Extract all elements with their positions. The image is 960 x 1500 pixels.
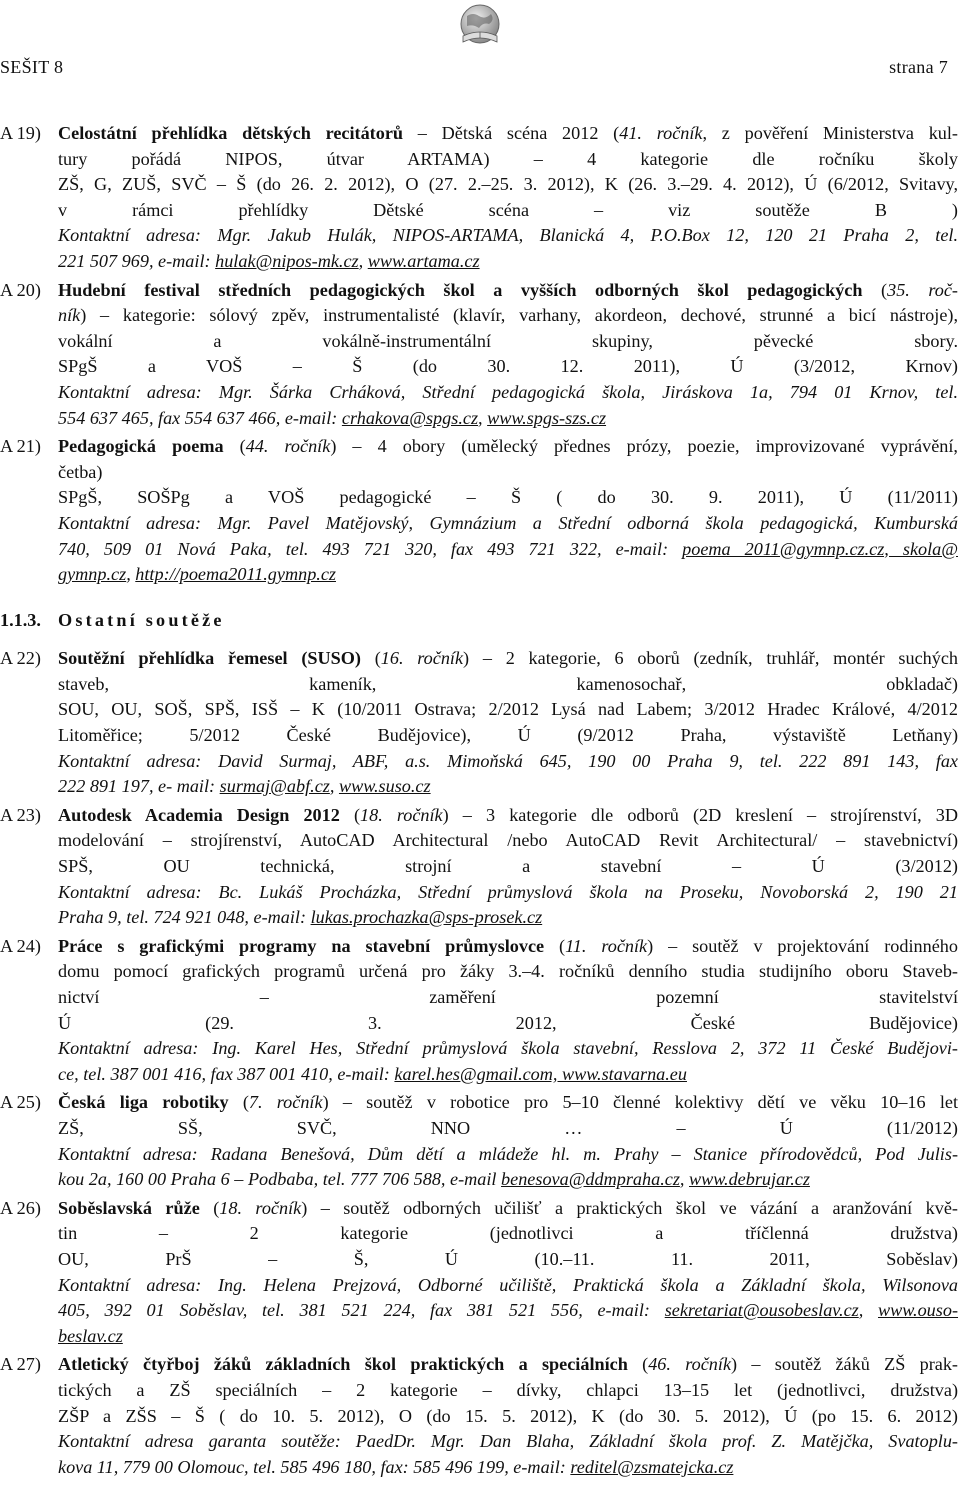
text-line — [58, 121, 958, 147]
text-line — [58, 1167, 958, 1193]
contact-link: www.spgs-szs.cz — [487, 407, 607, 428]
entry-title: Česká liga robotiky — [58, 1092, 229, 1113]
text-line — [58, 646, 958, 672]
text-line — [58, 1324, 958, 1350]
entry-number: A 22) — [0, 648, 41, 669]
text-line — [58, 460, 958, 486]
italic-text: Kontaktní adresa: Bc. Lukáš Procházka, Střední průmyslová škola na Proseku, Novoborská 2, 190 21 — [58, 881, 958, 902]
document-body — [0, 121, 958, 1483]
entry-title: Atletický čtyřboj žáků základních škol praktických a speciálních — [58, 1354, 628, 1375]
text-run: domu pomocí grafických programů určená pro žáky 3.–4. ročníků denního studia studijního oboru Staveb- — [58, 961, 958, 982]
text-line — [58, 1090, 958, 1116]
entry-number: A 25) — [0, 1092, 41, 1113]
contact-link: poema 2011@gymnp.cz.cz, skola@ — [682, 538, 958, 559]
italic-text: , — [858, 1300, 878, 1321]
section-number: 1.1.3. — [0, 609, 41, 630]
text-line — [58, 1011, 958, 1037]
contact-link: www.debrujar.cz — [689, 1169, 810, 1190]
text-line — [58, 303, 958, 329]
text-run: ) – soutěž žáků ZŠ prak- — [731, 1354, 958, 1375]
text-line — [58, 985, 958, 1011]
page-header-right: strana 7 — [889, 57, 948, 77]
text-line — [58, 1429, 958, 1455]
text-run: Ú (29. 3. 2012, České Budějovice) — [58, 1012, 958, 1033]
text-line — [58, 147, 958, 173]
globe-book-logo — [443, 2, 517, 50]
text-line — [58, 803, 958, 829]
italic-text: Kontaktní adresa: Mgr. Jakub Hulák, NIPOS-ARTAMA, Blanická 4, P.O.Box 12, 120 21 Praha 2, tel. — [58, 225, 958, 246]
italic-text: Praha 9, tel. 724 921 048, e-mail: — [58, 907, 311, 928]
text-line — [58, 198, 958, 224]
contact-link: reditel@zsmatejcka.cz — [570, 1456, 734, 1477]
contact-link: benesova@ddmpraha.cz — [501, 1169, 680, 1190]
contact-link: www.ouso- — [878, 1300, 959, 1321]
text-line — [58, 1247, 958, 1273]
text-run: ZŠ, SŠ, SVČ, NNO … – Ú (11/2012) — [58, 1117, 958, 1138]
italic-text: 221 507 969, e-mail: — [58, 250, 216, 271]
italic-text: 41. ročník — [619, 123, 703, 143]
italic-text: Kontaktní adresa: David Surmaj, ABF, a.s. Mimoňská 645, 190 00 Praha 9, tel. 222 891 143, fax — [58, 750, 958, 771]
entry-title: Hudební festival středních pedagogických škol a vyšších odborných škol pedagogických — [58, 279, 863, 300]
entry-title: Celostátní přehlídka dětských recitátorů — [58, 123, 404, 143]
text-line — [58, 934, 958, 960]
text-run: ZŠP a ZŠS – Š ( do 10. 5. 2012), O (do 15. 5. 2012), K (do 30. 5. 2012), Ú (po 15. 6. 2012) — [58, 1405, 958, 1426]
italic-text: 35. roč- — [887, 279, 958, 300]
italic-text: 222 891 197, e- mail: — [58, 776, 220, 797]
text-line — [58, 537, 958, 563]
italic-text: 740, 509 01 Nová Paka, tel. 493 721 320, fax 493 721 322, e-mail: — [58, 538, 683, 559]
entry-number: A 20) — [0, 279, 41, 300]
entry-number: A 27) — [0, 1354, 41, 1375]
text-run: SPgŠ, SOŠPg a VOŠ pedagogické – Š ( do 30. 9. 2011), Ú (11/2011) — [58, 487, 958, 508]
text-line — [58, 278, 958, 304]
text-run: ( — [199, 1197, 220, 1218]
text-line — [58, 562, 958, 588]
competition-entry — [0, 1090, 958, 1192]
text-line — [58, 485, 958, 511]
competition-entry — [0, 803, 958, 931]
text-line — [58, 1116, 958, 1142]
italic-text: , — [478, 407, 488, 428]
section-heading — [0, 608, 958, 634]
text-line — [58, 380, 958, 406]
italic-text: , — [679, 1169, 689, 1190]
text-line — [58, 249, 958, 275]
italic-text: kou 2a, 160 00 Praha 6 – Podbaba, tel. 777 706 588, e-mail — [58, 1169, 502, 1190]
entry-number: A 26) — [0, 1197, 41, 1218]
italic-text: 46. ročník — [648, 1354, 732, 1375]
text-line — [58, 329, 958, 355]
italic-text: Kontaktní adresa garanta soutěže: PaedDr. Mgr. Dan Blaha, Základní škola prof. Z. Matějčka, Svatoplu- — [58, 1431, 958, 1452]
text-line — [58, 774, 958, 800]
text-run: ) – kategorie: sólový zpěv, instrumentalisté (klavír, varhany, akordeon, dechové, strunné a bicí nástroje), — [80, 305, 958, 326]
text-run: ( — [360, 648, 381, 669]
contact-link: beslav.cz — [58, 1325, 123, 1346]
section-title: Ostatní soutěže — [58, 609, 225, 630]
italic-text: 16. ročník — [380, 648, 464, 669]
entry-number: A 23) — [0, 804, 41, 825]
contact-link: hulak@nipos-mk.cz — [215, 250, 359, 271]
entry-number: A 24) — [0, 935, 41, 956]
text-run: , z pověření Ministerstva kul- — [702, 123, 958, 143]
italic-text: ník — [58, 305, 81, 326]
contact-link: www.suso.cz — [338, 776, 431, 797]
text-run: ( — [223, 436, 246, 457]
text-line — [58, 1298, 958, 1324]
entry-title: Práce s grafickými programy na stavební průmyslovce — [58, 935, 545, 956]
text-line — [58, 1273, 958, 1299]
contact-link: crhakova@spgs.cz — [341, 407, 479, 428]
italic-text: 554 637 465, fax 554 637 466, e-mail: — [58, 407, 342, 428]
text-run: OU, PrŠ – Š, Ú (10.–11. 11. 2011, Soběslav) — [58, 1248, 958, 1269]
text-run: ( — [339, 804, 360, 825]
competition-entry — [0, 1352, 958, 1480]
italic-text: , — [126, 564, 136, 585]
italic-text: 7. ročník — [248, 1092, 323, 1113]
italic-text: ce, tel. 387 001 416, fax 387 001 410, e-mail: — [58, 1063, 395, 1084]
text-run: četba) — [58, 461, 103, 482]
text-line — [58, 434, 958, 460]
italic-text: , — [358, 250, 368, 271]
text-line — [58, 828, 958, 854]
text-run: ) – soutěž odborných učilišť a praktických škol ve vázání a aranžování kvě- — [301, 1197, 958, 1218]
text-line — [58, 1404, 958, 1430]
italic-text: 11. ročník — [565, 935, 648, 956]
text-run: tury pořádá NIPOS, útvar ARTAMA) – 4 kategorie dle ročníku školy — [58, 148, 958, 169]
text-line — [58, 959, 958, 985]
text-line — [58, 723, 958, 749]
text-run: Litoměřice; 5/2012 České Budějovice), Ú (9/2012 Praha, výstaviště Letňany) — [58, 725, 958, 746]
text-run: ( — [544, 935, 566, 956]
text-line — [58, 1142, 958, 1168]
contact-link: sekretariat@ousobeslav.cz — [664, 1300, 859, 1321]
contact-link: karel.hes@gmail.com, www.stavarna.eu — [394, 1063, 687, 1084]
text-line — [58, 697, 958, 723]
text-line — [58, 406, 958, 432]
italic-text: Kontaktní adresa: Mgr. Pavel Matějovský, Gymnázium a Střední odborná škola pedagogická, Kumburská — [58, 512, 958, 533]
text-line — [58, 1221, 958, 1247]
competition-entry — [0, 434, 958, 588]
competition-entry — [0, 1196, 958, 1350]
text-line — [58, 1036, 958, 1062]
text-line — [58, 880, 958, 906]
competition-entry — [0, 278, 958, 432]
italic-text: kova 11, 779 00 Olomouc, tel. 585 496 180, fax: 585 496 199, e-mail: — [58, 1456, 571, 1477]
text-line — [58, 354, 958, 380]
entry-number: A 21) — [0, 436, 41, 457]
page-header-left: SEŠIT 8 — [0, 57, 64, 77]
competition-entry — [0, 646, 958, 800]
text-run: nictví – zaměření pozemní stavitelství — [58, 987, 958, 1007]
text-run: ( — [862, 279, 888, 300]
italic-text: Kontaktní adresa: Ing. Helena Prejzová, Odborné učiliště, Praktická škola a Základní škola, Wilsonova — [58, 1274, 958, 1295]
contact-link: http://poema2011.gymnp.cz — [135, 564, 336, 585]
entry-title: Pedagogická poema — [58, 436, 224, 457]
contact-link: surmaj@abf.cz — [219, 776, 330, 797]
text-line — [58, 511, 958, 537]
text-line — [58, 1352, 958, 1378]
contact-link: www.artama.cz — [367, 250, 480, 271]
entry-number: A 19) — [0, 123, 41, 143]
text-line — [58, 1196, 958, 1222]
text-run: vokální a vokálně-instrumentální skupiny, pěvecké sbory. — [58, 330, 958, 351]
text-run: ZŠ, G, ZUŠ, SVČ – Š (do 26. 2. 2012), O (27. 2.–25. 3. 2012), K (26. 3.–29. 4. 2012), Ú (6/2012, Svitavy, — [58, 174, 958, 195]
text-line — [58, 172, 958, 198]
entry-title: Soutěžní přehlídka řemesel (SUSO) — [58, 648, 361, 669]
text-run: ) – soutěž v robotice pro 5–10 členné kolektivy dětí ve věku 10–16 let — [322, 1092, 959, 1113]
text-run: ) – 4 obory (umělecký přednes prózy, poezie, improvizované vyprávění, — [330, 436, 958, 457]
italic-text: 405, 392 01 Soběslav, tel. 381 521 224, fax 381 521 556, e-mail: — [58, 1300, 665, 1321]
entry-title: Soběslavská růže — [58, 1197, 200, 1218]
contact-link: gymnp.cz — [58, 564, 127, 585]
text-run: ) – 2 kategorie, 6 oborů (zedník, truhlář, montér suchých — [463, 648, 958, 669]
text-line — [58, 905, 958, 931]
text-line — [58, 1062, 958, 1088]
text-line — [58, 223, 958, 249]
text-run: tin – 2 kategorie (jednotlivci a tříčlenná družstva) — [58, 1223, 958, 1244]
text-run: v rámci přehlídky Dětské scéna – viz soutěže B ) — [58, 199, 958, 220]
text-run: ( — [228, 1092, 249, 1113]
text-run: modelování – strojírenství, AutoCAD Architectural /nebo AutoCAD Revit Architectural/ – stavebnictví) — [58, 830, 958, 851]
italic-text: 44. ročník — [245, 436, 331, 457]
text-run: staveb, kameník, kamenosochař, obkladač) — [58, 673, 958, 694]
text-line — [58, 672, 958, 698]
text-run: – Dětská scéna 2012 ( — [403, 123, 620, 143]
text-run: SPgŠ a VOŠ – Š (do 30. 12. 2011), Ú (3/2012, Krnov) — [58, 356, 958, 377]
text-run: ( — [627, 1354, 649, 1375]
text-run: ) – soutěž v projektování rodinného — [647, 935, 958, 956]
text-line — [58, 749, 958, 775]
italic-text: Kontaktní adresa: Mgr. Šárka Crháková, Střední pedagogická škola, Jiráskova 1a, 794 01 Krnov, tel. — [58, 381, 958, 402]
text-run: SPŠ, OU technická, strojní a stavební – Ú (3/2012) — [58, 856, 958, 877]
competition-entry — [0, 934, 958, 1088]
italic-text: , — [329, 776, 339, 797]
text-run: tických a ZŠ speciálních – 2 kategorie – dívky, chlapci 13–15 let (jednotlivci, družstva) — [58, 1379, 958, 1400]
text-run: SOU, OU, SOŠ, SPŠ, ISŠ – K (10/2011 Ostrava; 2/2012 Lysá nad Labem; 3/2012 Hradec Králové, 4/2012 — [58, 699, 958, 720]
italic-text: 18. ročník — [360, 804, 443, 825]
entry-title: Autodesk Academia Design 2012 — [58, 804, 340, 825]
text-line — [58, 1378, 958, 1404]
italic-text: Kontaktní adresa: Ing. Karel Hes, Střední průmyslová škola stavební, Resslova 2, 372 11 České Budějovi- — [58, 1038, 958, 1059]
contact-link: lukas.prochazka@sps-prosek.cz — [310, 907, 543, 928]
text-run: ) – 3 kategorie dle odborů (2D kreslení – strojírenství, 3D — [442, 804, 959, 825]
text-line — [58, 1455, 958, 1481]
competition-entry — [0, 121, 958, 275]
text-line — [58, 854, 958, 880]
italic-text: Kontaktní adresa: Radana Benešová, Dům dětí a mládeže hl. m. Prahy – Stanice přírodovědců, Pod Julis- — [58, 1143, 958, 1164]
italic-text: 18. ročník — [219, 1197, 302, 1218]
